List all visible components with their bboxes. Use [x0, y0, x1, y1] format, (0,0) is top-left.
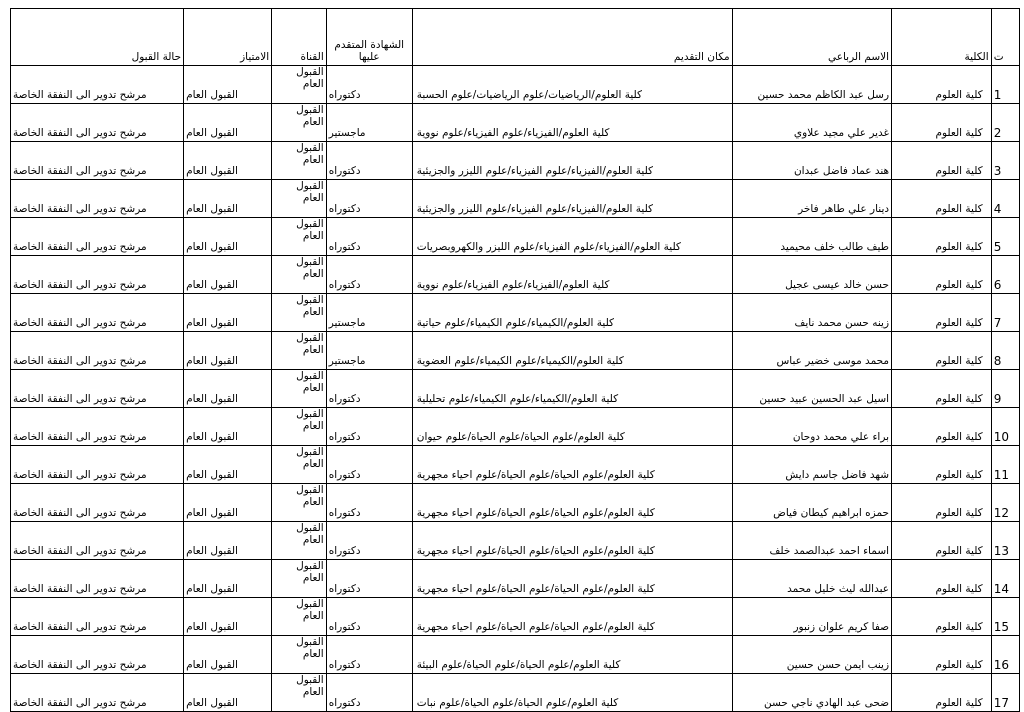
cell-college: كلية العلوم — [892, 370, 992, 408]
cell-college: كلية العلوم — [892, 218, 992, 256]
header-place: مكان التقديم — [412, 9, 732, 66]
cell-college: كلية العلوم — [892, 294, 992, 332]
cell-place: كلية العلوم/علوم الحياة/علوم الحياة/علوم احياء مجهرية — [412, 598, 732, 636]
cell-place: كلية العلوم/علوم الحياة/علوم الحياة/علوم احياء مجهرية — [412, 560, 732, 598]
table-row — [11, 142, 1020, 180]
cell-name: عبدالله ليث خليل محمد — [732, 560, 891, 598]
cell-certificate: دكتوراه — [326, 218, 412, 256]
cell-college: كلية العلوم — [892, 104, 992, 142]
cell-college: كلية العلوم — [892, 484, 992, 522]
cell-channel: القبول العام — [272, 256, 327, 294]
table-row — [11, 598, 1020, 636]
header-row — [11, 9, 1020, 66]
header-exam: الامتياز — [184, 9, 272, 66]
cell-num: 9 — [991, 370, 1019, 408]
cell-college: كلية العلوم — [892, 332, 992, 370]
cell-status: مرشح تدوير الى النفقة الخاصة — [11, 636, 184, 674]
table-row — [11, 484, 1020, 522]
cell-college: كلية العلوم — [892, 142, 992, 180]
cell-channel: القبول العام — [272, 522, 327, 560]
cell-channel: القبول العام — [272, 180, 327, 218]
header-channel: القناة — [272, 9, 327, 66]
cell-status: مرشح تدوير الى النفقة الخاصة — [11, 674, 184, 712]
cell-status: مرشح تدوير الى النفقة الخاصة — [11, 256, 184, 294]
table-row — [11, 408, 1020, 446]
cell-place: كلية العلوم/علوم الحياة/علوم الحياة/علوم احياء مجهرية — [412, 522, 732, 560]
cell-status: مرشح تدوير الى النفقة الخاصة — [11, 370, 184, 408]
cell-name: اسيل عبد الحسين عبيد حسين — [732, 370, 891, 408]
cell-place: كلية العلوم/الفيزياء/علوم الفيزياء/علوم الليزر والجزيئية — [412, 142, 732, 180]
cell-name: زينه حسن محمد نايف — [732, 294, 891, 332]
cell-certificate: دكتوراه — [326, 484, 412, 522]
cell-num: 3 — [991, 142, 1019, 180]
cell-place: كلية العلوم/الفيزياء/علوم الفيزياء/علوم نووية — [412, 256, 732, 294]
cell-certificate: دكتوراه — [326, 560, 412, 598]
cell-exam: القبول العام — [184, 484, 272, 522]
cell-status: مرشح تدوير الى النفقة الخاصة — [11, 104, 184, 142]
cell-status: مرشح تدوير الى النفقة الخاصة — [11, 484, 184, 522]
cell-certificate: دكتوراه — [326, 636, 412, 674]
cell-college: كلية العلوم — [892, 674, 992, 712]
cell-certificate: دكتوراه — [326, 142, 412, 180]
table-row — [11, 294, 1020, 332]
cell-status: مرشح تدوير الى النفقة الخاصة — [11, 142, 184, 180]
cell-place: كلية العلوم/الفيزياء/علوم الفيزياء/علوم الليزر والكهروبصريات — [412, 218, 732, 256]
cell-name: دينار علي طاهر فاخر — [732, 180, 891, 218]
cell-channel: القبول العام — [272, 332, 327, 370]
cell-place: كلية العلوم/الفيزياء/علوم الفيزياء/علوم نووية — [412, 104, 732, 142]
cell-num: 13 — [991, 522, 1019, 560]
cell-status: مرشح تدوير الى النفقة الخاصة — [11, 180, 184, 218]
cell-channel: القبول العام — [272, 104, 327, 142]
cell-exam: القبول العام — [184, 636, 272, 674]
cell-exam: القبول العام — [184, 294, 272, 332]
cell-name: غدير علي مجيد علاوي — [732, 104, 891, 142]
cell-certificate: دكتوراه — [326, 180, 412, 218]
header-college: الكلية — [892, 9, 992, 66]
cell-certificate: دكتوراه — [326, 66, 412, 104]
cell-num: 6 — [991, 256, 1019, 294]
cell-name: طيف طالب خلف محيميد — [732, 218, 891, 256]
cell-name: صفا كريم علوان زنبور — [732, 598, 891, 636]
cell-exam: القبول العام — [184, 522, 272, 560]
cell-exam: القبول العام — [184, 218, 272, 256]
cell-num: 5 — [991, 218, 1019, 256]
cell-college: كلية العلوم — [892, 522, 992, 560]
cell-name: حسن خالد عيسى عجيل — [732, 256, 891, 294]
cell-exam: القبول العام — [184, 104, 272, 142]
cell-channel: القبول العام — [272, 560, 327, 598]
cell-place: كلية العلوم/الفيزياء/علوم الفيزياء/علوم الليزر والجزيئية — [412, 180, 732, 218]
cell-channel: القبول العام — [272, 674, 327, 712]
cell-certificate: ماجستير — [326, 332, 412, 370]
cell-name: رسل عبد الكاظم محمد حسين — [732, 66, 891, 104]
cell-num: 15 — [991, 598, 1019, 636]
cell-num: 16 — [991, 636, 1019, 674]
cell-place: كلية العلوم/علوم الحياة/علوم الحياة/علوم احياء مجهرية — [412, 446, 732, 484]
header-num: ت — [991, 9, 1019, 66]
cell-status: مرشح تدوير الى النفقة الخاصة — [11, 446, 184, 484]
cell-college: كلية العلوم — [892, 636, 992, 674]
cell-certificate: دكتوراه — [326, 522, 412, 560]
cell-college: كلية العلوم — [892, 256, 992, 294]
cell-num: 4 — [991, 180, 1019, 218]
cell-channel: القبول العام — [272, 370, 327, 408]
table-row — [11, 560, 1020, 598]
cell-exam: القبول العام — [184, 446, 272, 484]
cell-name: زينب ايمن حسن حسين — [732, 636, 891, 674]
cell-exam: القبول العام — [184, 256, 272, 294]
cell-college: كلية العلوم — [892, 180, 992, 218]
table-row — [11, 256, 1020, 294]
cell-exam: القبول العام — [184, 180, 272, 218]
cell-num: 8 — [991, 332, 1019, 370]
header-certificate: الشهادة المتقدم عليها — [326, 9, 412, 66]
cell-certificate: دكتوراه — [326, 408, 412, 446]
cell-num: 7 — [991, 294, 1019, 332]
cell-channel: القبول العام — [272, 598, 327, 636]
cell-place: كلية العلوم/الرياضيات/علوم الرياضيات/علوم الحسبة — [412, 66, 732, 104]
table-row — [11, 332, 1020, 370]
table-body — [11, 66, 1020, 712]
cell-channel: القبول العام — [272, 142, 327, 180]
table-row — [11, 636, 1020, 674]
cell-exam: القبول العام — [184, 560, 272, 598]
cell-channel: القبول العام — [272, 636, 327, 674]
cell-certificate: دكتوراه — [326, 674, 412, 712]
cell-exam: القبول العام — [184, 142, 272, 180]
cell-channel: القبول العام — [272, 408, 327, 446]
cell-name: اسماء احمد عبدالصمد خلف — [732, 522, 891, 560]
cell-exam: القبول العام — [184, 332, 272, 370]
cell-num: 2 — [991, 104, 1019, 142]
cell-exam: القبول العام — [184, 66, 272, 104]
cell-place: كلية العلوم/الكيمياء/علوم الكيمياء/علوم حياتية — [412, 294, 732, 332]
table-row — [11, 180, 1020, 218]
cell-status: مرشح تدوير الى النفقة الخاصة — [11, 560, 184, 598]
header-status: حالة القبول — [11, 9, 184, 66]
cell-exam: القبول العام — [184, 370, 272, 408]
cell-num: 1 — [991, 66, 1019, 104]
cell-channel: القبول العام — [272, 294, 327, 332]
cell-channel: القبول العام — [272, 484, 327, 522]
cell-place: كلية العلوم/علوم الحياة/علوم الحياة/علوم البيئة — [412, 636, 732, 674]
table-row — [11, 446, 1020, 484]
cell-status: مرشح تدوير الى النفقة الخاصة — [11, 66, 184, 104]
cell-channel: القبول العام — [272, 218, 327, 256]
cell-certificate: ماجستير — [326, 294, 412, 332]
cell-exam: القبول العام — [184, 408, 272, 446]
cell-name: محمد موسى خضير عباس — [732, 332, 891, 370]
cell-college: كلية العلوم — [892, 598, 992, 636]
cell-certificate: دكتوراه — [326, 256, 412, 294]
cell-status: مرشح تدوير الى النفقة الخاصة — [11, 332, 184, 370]
cell-name: حمزه ابراهيم كيطان فياض — [732, 484, 891, 522]
cell-certificate: دكتوراه — [326, 446, 412, 484]
admissions-table — [10, 8, 1020, 712]
cell-status: مرشح تدوير الى النفقة الخاصة — [11, 294, 184, 332]
cell-college: كلية العلوم — [892, 560, 992, 598]
cell-status: مرشح تدوير الى النفقة الخاصة — [11, 598, 184, 636]
cell-name: ضحى عبد الهادي ناجي حسن — [732, 674, 891, 712]
cell-num: 17 — [991, 674, 1019, 712]
cell-num: 11 — [991, 446, 1019, 484]
table-row — [11, 104, 1020, 142]
cell-status: مرشح تدوير الى النفقة الخاصة — [11, 522, 184, 560]
cell-place: كلية العلوم/الكيمياء/علوم الكيمياء/علوم تحليلية — [412, 370, 732, 408]
header-name: الاسم الرباعي — [732, 9, 891, 66]
cell-name: براء علي محمد دوحان — [732, 408, 891, 446]
cell-certificate: دكتوراه — [326, 598, 412, 636]
cell-exam: القبول العام — [184, 674, 272, 712]
cell-status: مرشح تدوير الى النفقة الخاصة — [11, 408, 184, 446]
cell-num: 10 — [991, 408, 1019, 446]
cell-name: شهد فاضل جاسم دايش — [732, 446, 891, 484]
cell-num: 14 — [991, 560, 1019, 598]
cell-status: مرشح تدوير الى النفقة الخاصة — [11, 218, 184, 256]
cell-college: كلية العلوم — [892, 408, 992, 446]
cell-college: كلية العلوم — [892, 446, 992, 484]
table-row — [11, 674, 1020, 712]
cell-college: كلية العلوم — [892, 66, 992, 104]
cell-place: كلية العلوم/الكيمياء/علوم الكيمياء/علوم العضوية — [412, 332, 732, 370]
table-row — [11, 218, 1020, 256]
table-row — [11, 66, 1020, 104]
table-row — [11, 522, 1020, 560]
cell-exam: القبول العام — [184, 598, 272, 636]
cell-place: كلية العلوم/علوم الحياة/علوم الحياة/علوم احياء مجهرية — [412, 484, 732, 522]
cell-place: كلية العلوم/علوم الحياة/علوم الحياة/علوم حيوان — [412, 408, 732, 446]
cell-name: هند عماد فاضل عبدان — [732, 142, 891, 180]
cell-certificate: دكتوراه — [326, 370, 412, 408]
table-row — [11, 370, 1020, 408]
cell-place: كلية العلوم/علوم الحياة/علوم الحياة/علوم نبات — [412, 674, 732, 712]
cell-channel: القبول العام — [272, 66, 327, 104]
cell-channel: القبول العام — [272, 446, 327, 484]
cell-certificate: ماجستير — [326, 104, 412, 142]
cell-num: 12 — [991, 484, 1019, 522]
